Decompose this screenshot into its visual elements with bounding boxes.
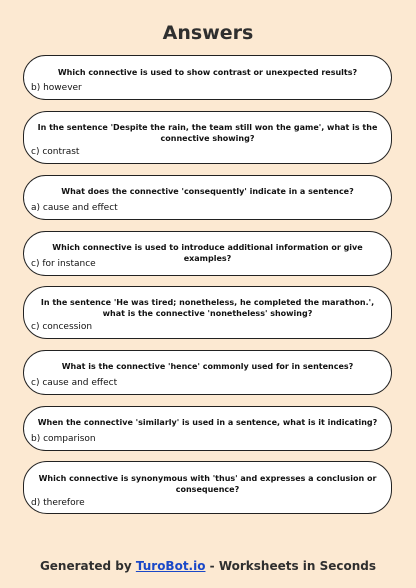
- answer-text: b) comparison: [31, 434, 96, 444]
- question-text: Which connective is used to introduce additional information or give examples?: [52, 243, 363, 263]
- answer-text: c) for instance: [31, 259, 96, 269]
- question-text: Which connective is used to show contrast or unexpected results?: [57, 68, 358, 77]
- question-text: What does the connective 'consequently' indicate in a sentence?: [61, 187, 354, 196]
- question-text: Which connective is synonymous with 'thus' and expresses a conclusion or consequence?: [38, 474, 377, 494]
- answer-text: c) cause and effect: [31, 378, 118, 388]
- answer-text: a) cause and effect: [31, 203, 118, 213]
- question-text: What is the connective 'hence' commonly used for in sentences?: [61, 362, 354, 371]
- answer-text: b) however: [31, 83, 82, 93]
- footer-suffix: - Worksheets in Seconds: [205, 559, 377, 573]
- footer: [0, 559, 416, 573]
- question-text: In the sentence 'Despite the rain, the team still won the game', what is the connective showing?: [37, 123, 378, 143]
- answer-card-4: [23, 231, 392, 276]
- answer-text: c) concession: [31, 322, 93, 332]
- answer-card-7: [23, 406, 392, 451]
- footer-prefix: Generated by: [39, 559, 136, 573]
- answer-card-1: [23, 55, 392, 100]
- question-text: In the sentence 'He was tired; nonetheless, he completed the marathon.', what is the connective 'nonetheless' showing?: [40, 298, 375, 318]
- answer-card-5: [23, 286, 392, 339]
- answer-card-8: [23, 461, 392, 514]
- answer-card-3: [23, 175, 392, 220]
- answer-card-2: [23, 111, 392, 164]
- question-text: When the connective 'similarly' is used in a sentence, what is it indicating?: [37, 418, 378, 427]
- answer-text: c) contrast: [31, 147, 80, 157]
- turobot-link[interactable]: TuroBot.io: [135, 559, 206, 573]
- page-title: Answers: [162, 22, 254, 44]
- answer-card-6: [23, 350, 392, 395]
- answer-text: d) therefore: [31, 498, 85, 508]
